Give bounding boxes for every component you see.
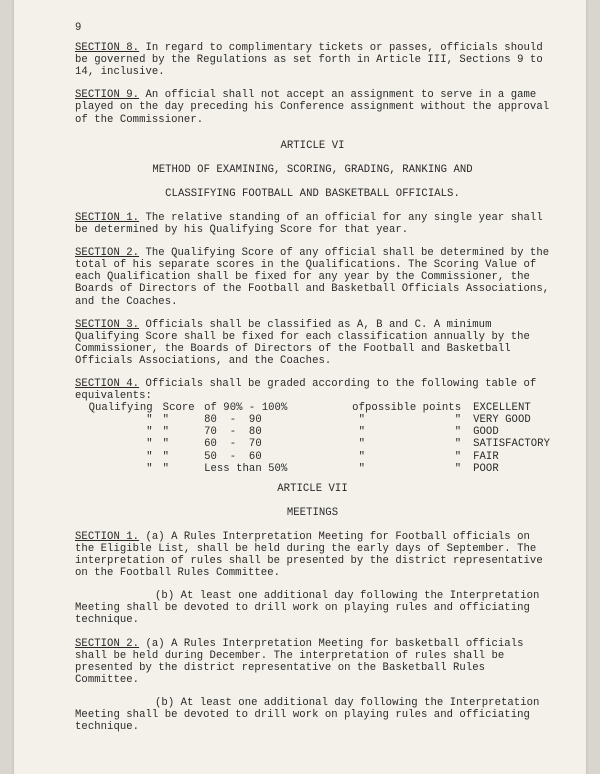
grading-cell: Less than 50% <box>204 462 288 475</box>
grading-row <box>75 463 550 475</box>
article-6-section-3-label: SECTION 3. <box>75 318 140 331</box>
grading-row <box>75 438 550 450</box>
article-6-title: ARTICLE VI <box>280 139 345 152</box>
article-6-section-3-text: Officials shall be classified as A, B and C. A minimum Qualifying Score shall be fixed for each classification annually by the Commissioner, the Boards of Directors of the Football and Basketball Officials Associations, and the Coaches. <box>75 318 530 367</box>
grading-cell: possible points <box>365 402 462 415</box>
grading-row <box>75 451 550 463</box>
grading-row <box>75 426 550 438</box>
grading-cell: POOR <box>473 462 499 475</box>
grading-cell: 50 - 60 <box>204 450 262 463</box>
article-6-section-2-label: SECTION 2. <box>75 247 140 260</box>
article-6-section-3 <box>75 319 550 367</box>
grading-cell: " <box>162 450 170 463</box>
grading-table <box>75 402 550 475</box>
grading-cell: 80 - 90 <box>204 414 262 427</box>
grading-cell: 70 - 80 <box>204 426 262 439</box>
grading-cell: EXCELLENT <box>473 402 531 415</box>
grading-cell: " <box>146 462 153 475</box>
grading-cell: " <box>454 426 462 439</box>
article-7-section-1b: (b) At least one additional day following the Interpretation Meeting shall be devoted to drill work on playing rules and officiating technique. <box>75 590 540 627</box>
grading-cell: " <box>358 426 365 439</box>
grading-cell: " <box>162 426 170 439</box>
grading-cell: " <box>358 450 365 463</box>
section-9-label: SECTION 9. <box>75 89 140 102</box>
article-7-section-1-label: SECTION 1. <box>75 530 140 543</box>
grading-cell: " <box>146 426 153 439</box>
grading-cell: 60 - 70 <box>204 438 262 451</box>
article-6-section-4-label: SECTION 4. <box>75 377 140 390</box>
document-page <box>75 22 550 744</box>
article-7-section-2a-text: (a) A Rules Interpretation Meeting for basketball officials shall be held during December. The interpretation of rules shall be presented by the district representative on the Basketball Rules Committee. <box>75 637 524 686</box>
article-7-section-2b: (b) At least one additional day following the Interpretation Meeting shall be devoted to drill work on playing rules and officiating technique. <box>75 696 540 734</box>
article-6-section-1 <box>75 212 550 236</box>
article-7-section-1a <box>75 531 550 579</box>
article-6-section-2-text: The Qualifying Score of any official shall be determined by the total of his separate scores in the Qualifications. The Scoring Value of each Qualification shall be fixed for any year by the Commissioner, the Boards of Directors of the Football and Basketball Officials Associations, and the Coaches. <box>75 247 550 308</box>
article-6-subtitle-1: METHOD OF EXAMINING, SCORING, GRADING, RANKING AND <box>152 163 473 176</box>
grading-cell: " <box>454 462 462 475</box>
grading-cell: " <box>454 414 462 427</box>
article-6-subtitle-2: CLASSIFYING FOOTBALL AND BASKETBALL OFFICIALS. <box>165 187 460 200</box>
article-7-section-2-label: SECTION 2. <box>75 637 140 650</box>
grading-cell: SATISFACTORY <box>473 438 550 451</box>
grading-cell: " <box>162 462 170 475</box>
grading-cell: " <box>358 462 365 475</box>
grading-cell: " <box>454 438 462 451</box>
paper-sheet <box>14 0 586 774</box>
grading-cell: " <box>358 438 365 451</box>
grading-cell: " <box>162 438 170 451</box>
grading-cell: Score <box>162 402 195 415</box>
grading-cell: " <box>146 414 153 427</box>
grading-cell: " <box>454 450 462 463</box>
grading-cell: FAIR <box>473 450 499 463</box>
grading-cell: " <box>146 450 153 463</box>
grading-cell: " <box>146 438 153 451</box>
section-8-label: SECTION 8. <box>75 42 140 55</box>
section-8-text: In regard to complimentary tickets or passes, officials should be governed by the Regulations as set forth in Article III, Sections 9 to 14, inclusive. <box>75 42 543 79</box>
article-6-section-2 <box>75 247 550 307</box>
article-6-section-1-label: SECTION 1. <box>75 211 140 224</box>
grading-cell: of <box>352 402 365 415</box>
grading-cell: " <box>358 414 365 427</box>
grading-cell: " <box>162 414 170 427</box>
page-number: 9 <box>75 22 82 34</box>
section-8-paragraph <box>75 42 550 78</box>
article-7-title: ARTICLE VII <box>277 482 348 495</box>
article-6-section-4-text: Officials shall be graded according to the following table of equivalents: <box>75 377 537 403</box>
grading-row <box>75 402 550 414</box>
article-7-section-2a <box>75 638 550 686</box>
grading-cell: of 90% - 100% <box>204 402 288 415</box>
article-6-section-4 <box>75 378 550 402</box>
section-9-paragraph <box>75 89 550 125</box>
grading-cell: GOOD <box>473 426 499 439</box>
grading-row <box>75 414 550 426</box>
article-7-subtitle: MEETINGS <box>286 506 339 519</box>
article-6-section-1-text: The relative standing of an official for any single year shall be determined by his Qualifying Score for that year. <box>75 211 543 237</box>
grading-cell: VERY GOOD <box>473 414 531 427</box>
grading-cell: Qualifying <box>88 402 153 415</box>
section-9-text: An official shall not accept an assignment to serve in a game played on the day preceding his Conference assignment without the approval of the Commissioner. <box>75 89 550 126</box>
article-7-section-1a-text: (a) A Rules Interpretation Meeting for Football officials on the Eligible List, shall be held during the early days of September. The interpretation of rules shall be presented by the district representative on the Football Rules Committee. <box>75 530 543 580</box>
